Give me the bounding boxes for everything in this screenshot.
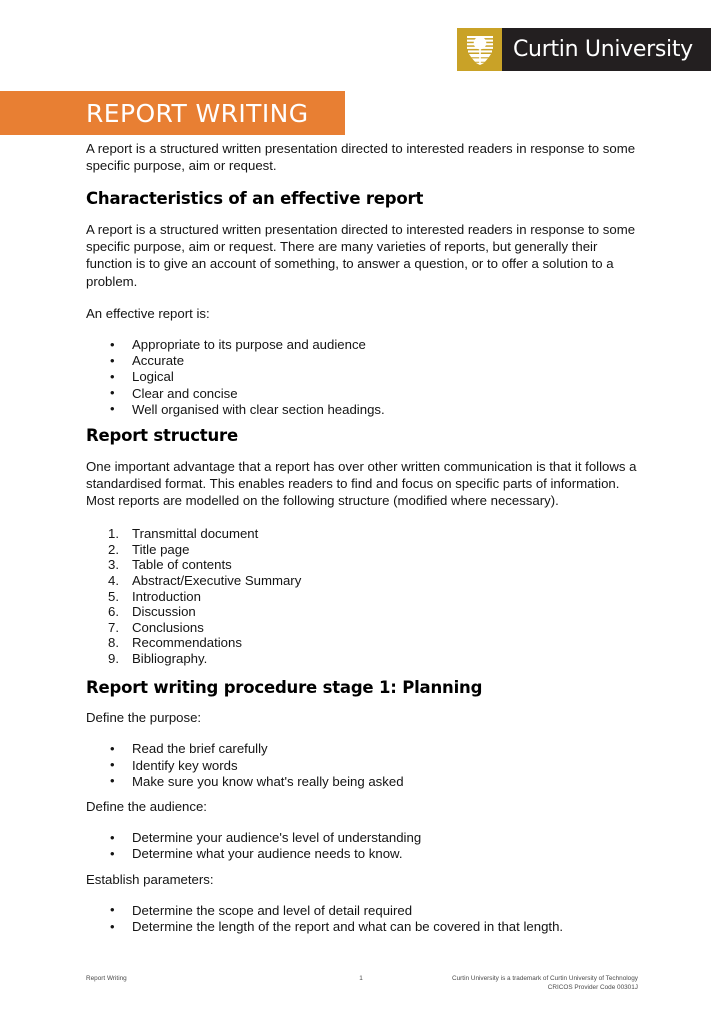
list-item: • Appropriate to its purpose and audience bbox=[86, 337, 638, 353]
heading-report-structure: Report structure bbox=[86, 426, 238, 446]
spacer bbox=[86, 447, 638, 458]
curtin-brand-bar bbox=[457, 28, 711, 71]
define-audience-lead: Define the audience: bbox=[86, 799, 207, 815]
spacer bbox=[86, 210, 638, 221]
define-audience-bullet-list bbox=[86, 830, 638, 862]
page-title-banner bbox=[0, 91, 345, 135]
list-item: Bibliography. bbox=[132, 651, 208, 667]
spacer bbox=[86, 509, 638, 526]
spacer bbox=[86, 290, 638, 305]
spacer bbox=[86, 726, 638, 741]
intro-paragraph: A report is a structured written presentation directed to interested readers in response to some specific purpose, aim or request. bbox=[86, 141, 636, 174]
footer-cricos-line: CRICOS Provider Code 00301J bbox=[547, 983, 638, 991]
page-title: REPORT WRITING bbox=[86, 98, 309, 128]
list-item: • Determine what your audience needs to know. bbox=[86, 846, 638, 862]
list-item: • Determine the length of the report and what can be covered in that length. bbox=[86, 919, 638, 935]
page-footer bbox=[86, 975, 638, 992]
list-item: • Well organised with clear section headings. bbox=[86, 402, 638, 418]
spacer bbox=[86, 667, 638, 678]
list-item: • Read the brief carefully bbox=[86, 741, 638, 757]
spacer bbox=[86, 698, 638, 709]
list-item: • Clear and concise bbox=[86, 386, 638, 402]
list-item: Table of contents bbox=[132, 557, 232, 573]
list-item: • Make sure you know what's really being asked bbox=[86, 774, 638, 790]
brand-name bbox=[502, 28, 711, 71]
footer-page-number: 1 bbox=[359, 975, 363, 982]
spacer bbox=[86, 322, 638, 337]
heading-characteristics: Characteristics of an effective report bbox=[86, 189, 424, 209]
footer-legal bbox=[381, 975, 638, 992]
spacer bbox=[86, 174, 638, 189]
curtin-shield-icon bbox=[457, 28, 502, 71]
list-item: • Identify key words bbox=[86, 758, 638, 774]
list-item: Abstract/Executive Summary bbox=[132, 573, 302, 589]
list-item: Recommendations bbox=[132, 635, 242, 651]
footer-document-name: Report Writing bbox=[86, 975, 127, 982]
spacer bbox=[86, 815, 638, 830]
effective-report-lead: An effective report is: bbox=[86, 305, 210, 321]
spacer bbox=[86, 863, 638, 871]
list-item: • Determine the scope and level of detail required bbox=[86, 903, 638, 919]
define-purpose-lead: Define the purpose: bbox=[86, 710, 202, 726]
define-purpose-bullet-list bbox=[86, 741, 638, 790]
list-item: Discussion bbox=[132, 604, 196, 620]
report-structure-numbered-list bbox=[86, 526, 638, 666]
list-item: • Accurate bbox=[86, 353, 638, 369]
document-content bbox=[86, 140, 638, 935]
list-item: Conclusions bbox=[132, 619, 204, 635]
brand-name-text: Curtin University bbox=[513, 36, 693, 62]
characteristics-bullet-list bbox=[86, 337, 638, 418]
spacer bbox=[86, 418, 638, 426]
report-structure-paragraph: One important advantage that a report has over other written communication is that it follows a standardised format. This enables readers to find and focus on specific parts of information. Most reports are modelled on the following structure (modified where necessary). bbox=[86, 458, 637, 509]
heading-planning-stage: Report writing procedure stage 1: Planning bbox=[86, 677, 483, 697]
list-item: • Determine your audience's level of understanding bbox=[86, 830, 638, 846]
establish-parameters-lead: Establish parameters: bbox=[86, 871, 214, 887]
spacer bbox=[86, 790, 638, 798]
establish-parameters-bullet-list bbox=[86, 903, 638, 935]
characteristics-paragraph: A report is a structured written presentation directed to interested readers in response to some specific purpose, aim or request. There are many varieties of reports, but generally their function is to give an account of something, to answer a question, or to offer a solution to a problem. bbox=[86, 222, 636, 289]
list-item: Introduction bbox=[132, 588, 201, 604]
list-item: Transmittal document bbox=[132, 526, 259, 542]
list-item: • Logical bbox=[86, 369, 638, 385]
footer-trademark-line: Curtin University is a trademark of Curtin University of Technology bbox=[452, 975, 638, 982]
spacer bbox=[86, 888, 638, 903]
list-item: Title page bbox=[132, 541, 190, 557]
